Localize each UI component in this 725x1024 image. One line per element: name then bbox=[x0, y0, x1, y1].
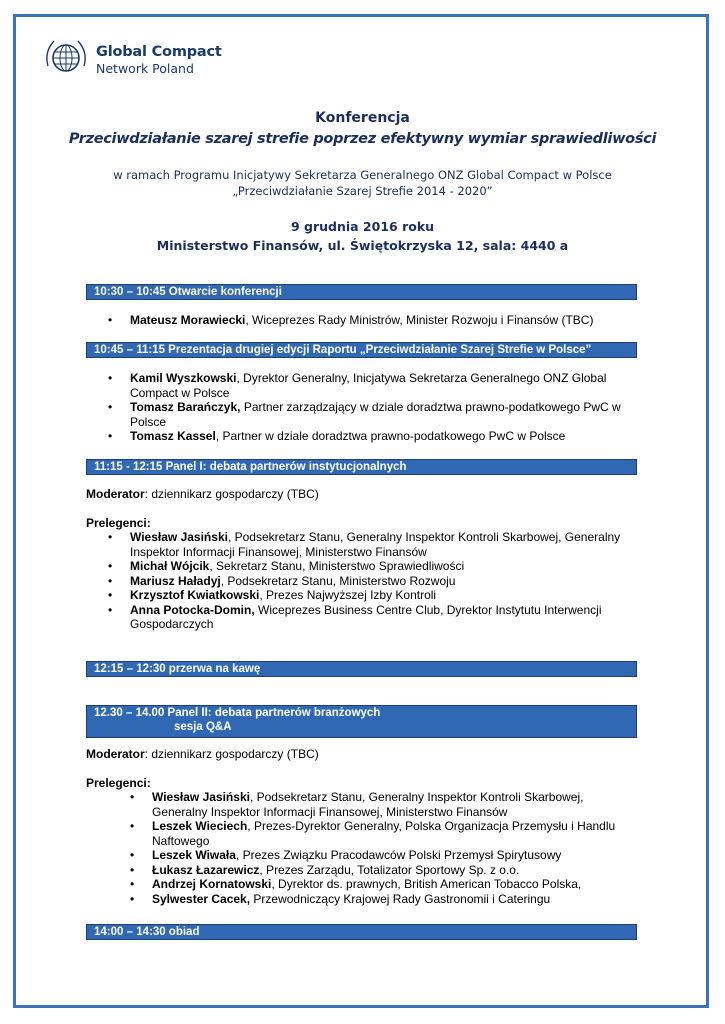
list-item: • Tomasz Kassel, Partner w dziale doradztwa prawno-podatkowego PwC w Polsce bbox=[130, 429, 635, 444]
list-item: • Leszek Wieciech, Prezes-Dyrektor Generalny, Polska Organizacja Przemysłu i Handlu Naftowego bbox=[152, 819, 632, 848]
list-item: • Krzysztof Kwiatkowski, Prezes Najwyższej Izby Kontroli bbox=[130, 588, 635, 603]
document-title: Konferencja bbox=[315, 110, 410, 126]
list-item: • Andrzej Kornatowski, Dyrektor ds. prawnych, British American Tobacco Polska, bbox=[152, 877, 632, 892]
moderator-panel-1: Moderator: dziennikarz gospodarczy (TBC) bbox=[86, 487, 319, 501]
program-line-1: w ramach Programu Inicjatywy Sekretarza Generalnego ONZ Global Compact w Polsce bbox=[113, 168, 612, 182]
speakers-label-panel-1: Prelegenci: bbox=[86, 516, 151, 530]
speaker-list-opening bbox=[130, 313, 635, 328]
list-item: • Sylwester Cacek, Przewodniczący Krajowej Rady Gastronomii i Cateringu bbox=[152, 892, 632, 907]
moderator-panel-2: Moderator: dziennikarz gospodarczy (TBC) bbox=[86, 747, 319, 761]
logo-name: Global Compact bbox=[96, 44, 222, 60]
agenda-bar-panel-2: 12.30 – 14.00 Panel II: debata partnerów branżowych sesja Q&A bbox=[86, 705, 637, 738]
list-item: • Wiesław Jasiński, Podsekretarz Stanu, Generalny Inspektor Kontroli Skarbowej, Generalny Inspektor Informacji Finansowej, Ministerstwo Finansów bbox=[130, 530, 635, 559]
speaker-list-report bbox=[130, 371, 635, 444]
list-item: • Mateusz Morawiecki, Wiceprezes Rady Ministrów, Minister Rozwoju i Finansów (TBC) bbox=[130, 313, 635, 328]
list-item: • Anna Potocka-Domin, Wiceprezes Business Centre Club, Dyrektor Instytutu Interwencji Gospodarczych bbox=[130, 603, 635, 632]
list-item: • Michał Wójcik, Sekretarz Stanu, Ministerstwo Sprawiedliwości bbox=[130, 559, 635, 574]
event-venue: Ministerstwo Finansów, ul. Świętokrzyska 12, sala: 4440 a bbox=[156, 238, 569, 253]
speaker-list-panel-1 bbox=[130, 530, 635, 632]
speakers-label-panel-2: Prelegenci: bbox=[86, 776, 151, 790]
agenda-bar-opening: 10:30 – 10:45 Otwarcie konferencji bbox=[86, 284, 637, 300]
list-item: • Mariusz Haładyj, Podsekretarz Stanu, Ministerstwo Rozwoju bbox=[130, 574, 635, 589]
logo-subname: Network Poland bbox=[96, 61, 194, 76]
agenda-bar-panel-1: 11:15 - 12:15 Panel I: debata partnerów instytucjonalnych bbox=[86, 459, 637, 475]
list-item: • Łukasz Łazarewicz, Prezes Zarządu, Totalizator Sportowy Sp. z o.o. bbox=[152, 863, 632, 878]
agenda-bar-report: 10:45 – 11:15 Prezentacja drugiej edycji Raportu „Przeciwdziałanie Szarej Strefie w Polsce” bbox=[86, 342, 637, 358]
document-subtitle: Przeciwdziałanie szarej strefie poprzez efektywny wymiar sprawiedliwości bbox=[68, 131, 657, 147]
logo-text bbox=[96, 44, 222, 77]
agenda-bar-lunch: 14:00 – 14:30 obiad bbox=[86, 924, 637, 940]
event-date: 9 grudnia 2016 roku bbox=[290, 219, 435, 234]
list-item: • Leszek Wiwała, Prezes Związku Pracodawców Polski Przemysł Spirytusowy bbox=[152, 848, 632, 863]
speaker-list-panel-2 bbox=[152, 790, 632, 906]
list-item: • Wiesław Jasiński, Podsekretarz Stanu, Generalny Inspektor Kontroli Skarbowej, Generalny Inspektor Informacji Finansowej, Ministerstwo Finansów bbox=[152, 790, 632, 819]
agenda-bar-coffee-break: 12:15 – 12:30 przerwa na kawę bbox=[86, 661, 637, 677]
list-item: • Tomasz Barańczyk, Partner zarządzający w dziale doradztwa prawno-podatkowego PwC w Polsce bbox=[130, 400, 635, 429]
list-item: • Kamil Wyszkowski, Dyrektor Generalny, Inicjatywa Sekretarza Generalnego ONZ Global Compact w Polsce bbox=[130, 371, 635, 400]
program-line-2: „Przeciwdziałanie Szarej Strefie 2014 - 2020” bbox=[232, 184, 493, 198]
